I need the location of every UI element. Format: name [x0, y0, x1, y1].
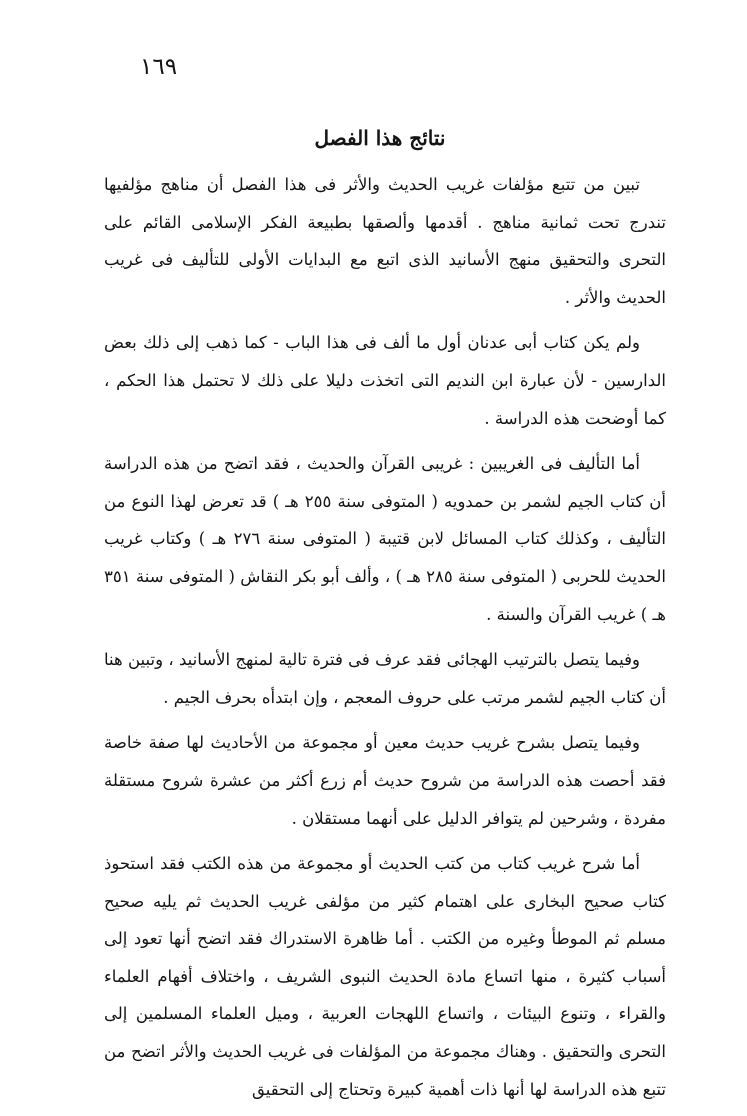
page-number: ١٦٩	[140, 54, 178, 80]
paragraph: وفيما يتصل بشرح غريب حديث معين أو مجموعة من الأحاديث لها صفة خاصة فقد أحصت هذه الدراسة من شروح حديث أم زرع أكثر من عشرة شروح مستقلة مفردة ، وشرحين لم يتوافر الدليل على أنهما مستقلان .	[104, 733, 666, 828]
paragraph: وفيما يتصل بالترتيب الهجائى فقد عرف فى فترة تالية لمنهج الأسانيد ، وتبين هنا أن كتاب الجيم لشمر مرتب على حروف المعجم ، وإن ابتدأه بحرف الجيم .	[104, 650, 666, 707]
paragraph: أما التأليف فى الغريبين : غريبى القرآن والحديث ، فقد اتضح من هذه الدراسة أن كتاب الجيم لشمر بن حمدويه ( المتوفى سنة ٢٥٥ هـ ) قد تعرض لهذا النوع من التأليف ، وكذلك كتاب المسائل لابن قتيبة ( المتوفى سنة ٢٧٦ هـ ) وكتاب غريب الحديث للحربى ( المتوفى سنة ٢٨٥ هـ ) ، وألف أبو بكر النقاش ( المتوفى سنة ٣٥١ هـ ) غريب القرآن والسنة .	[104, 454, 666, 624]
paragraph: ولم يكن كتاب أبى عدنان أول ما ألف فى هذا الباب - كما ذهب إلى ذلك بعض الدارسين - لأن عبارة ابن النديم التى اتخذت دليلا على ذلك لا تحتمل هذا الحكم ، كما أوضحت هذه الدراسة .	[104, 333, 666, 428]
chapter-title: نتائج هذا الفصل	[314, 126, 446, 150]
paragraph: أما شرح غريب كتاب من كتب الحديث أو مجموعة من هذه الكتب فقد استحوذ كتاب صحيح البخارى على اهتمام كثير من مؤلفى غريب الحديث ثم يليه صحيح مسلم ثم الموطأ وغيره من الكتب . أما ظاهرة الاستدراك فقد اتضح أنها تعود إلى أسباب كثيرة ، منها اتساع مادة الحديث النبوى الشريف ، واختلاف أفهام العلماء والقراء ، وتنوع البيئات ، واتساع اللهجات العربية ، وميل العلماء المسلمين إلى التحرى والتحقيق . وهناك مجموعة من المؤلفات فى غريب الحديث والأثر اتضح من تتبع هذه الدراسة لها أنها ذات أهمية كبيرة وتحتاج إلى التحقيق	[104, 854, 666, 1099]
paragraph: تبين من تتبع مؤلفات غريب الحديث والأثر فى هذا الفصل أن مناهج مؤلفيها تندرج تحت ثمانية مناهج . أقدمها وألصقها بطبيعة الفكر الإسلامى القائم على التحرى والتحقيق منهج الأسانيد الذى اتبع مع البدايات الأولى للتأليف فى غريب الحديث والأثر .	[104, 175, 666, 307]
body-text	[104, 166, 666, 1116]
